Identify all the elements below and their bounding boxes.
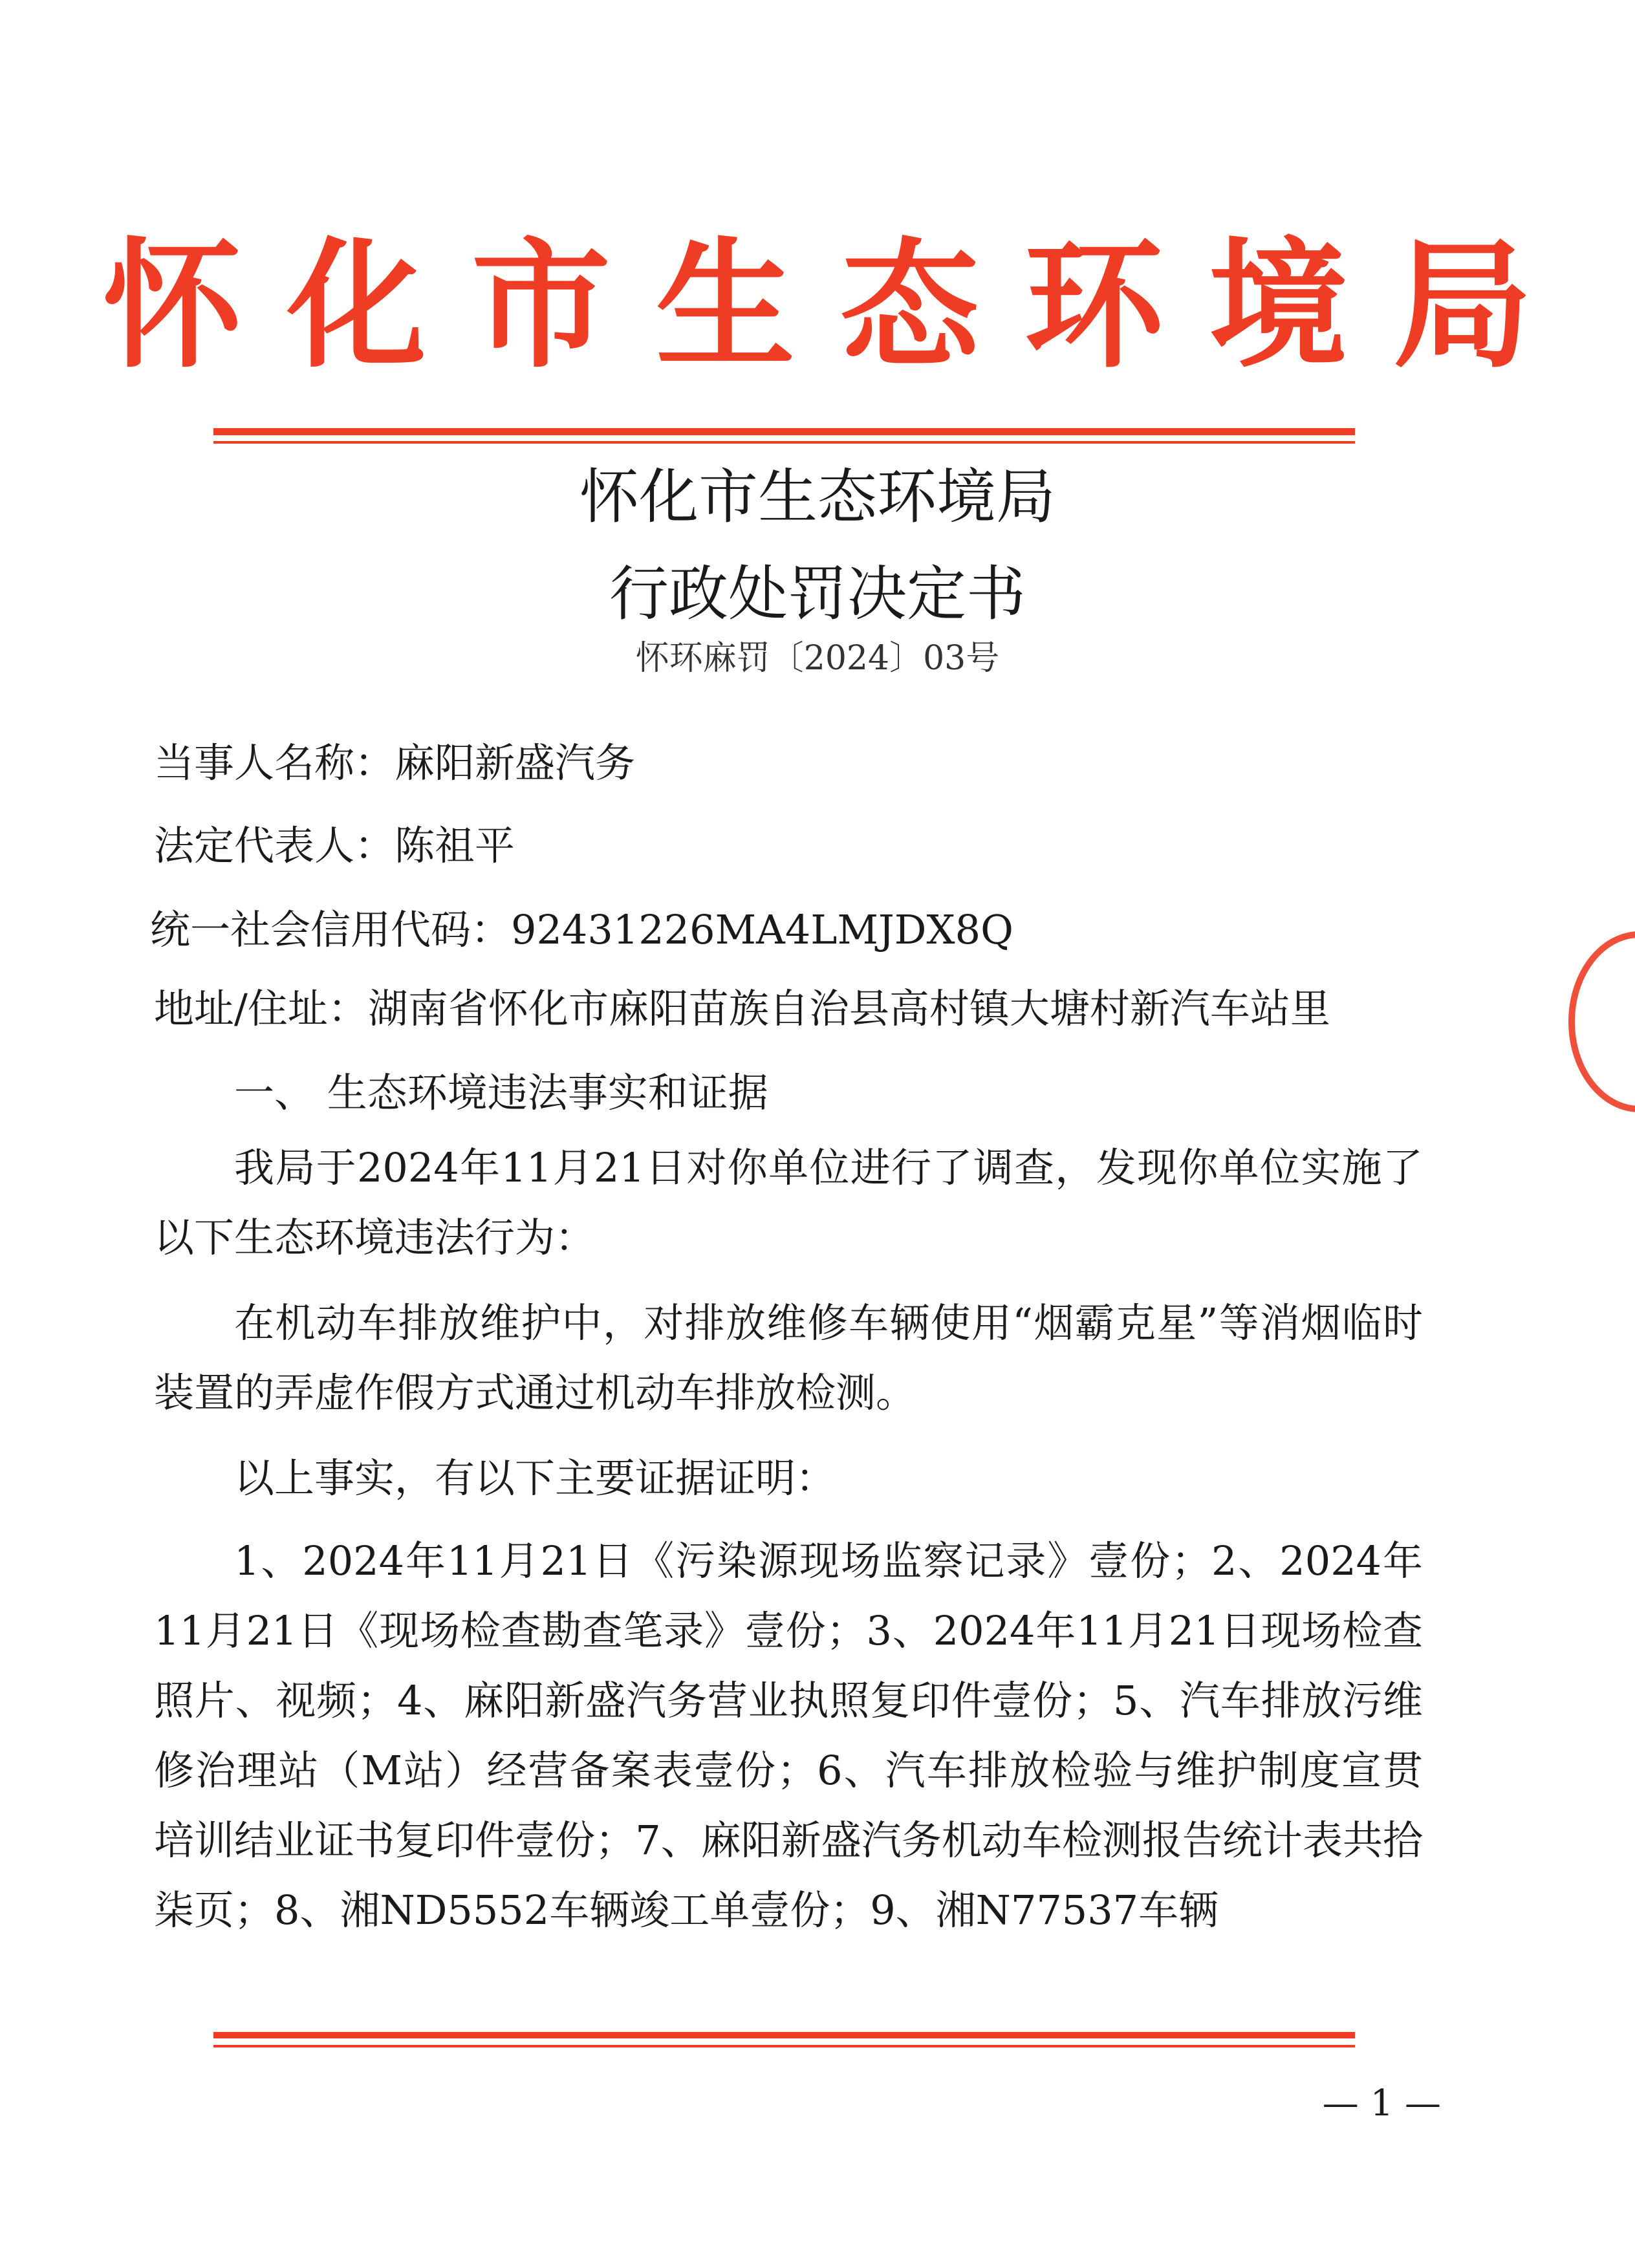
credit-code: 统一社会信用代码：92431226MA4LMJDX8Q: [150, 906, 1013, 953]
paragraph-violation: 在机动车排放维护中，对排放维修车辆使用“烟霸克星”等消烟临时装置的弄虚作假方式通过机动车排放检测。: [154, 1299, 1423, 1416]
masthead-title: 怀化市生态环境局: [103, 224, 1577, 387]
footer-rule-thick: [213, 2032, 1355, 2038]
paragraph-investigation: 我局于2024年11月21日对你单位进行了调查，发现你单位实施了以下生态环境违法行为：: [154, 1144, 1423, 1261]
section-heading: 一、 生态环境违法事实和证据: [234, 1069, 768, 1116]
footer-rule-thin: [213, 2045, 1355, 2047]
official-seal-fragment: [1568, 931, 1635, 1112]
page-number: — 1 —: [1322, 2082, 1441, 2124]
paragraph-evidence-list: 1、2024年11月21日《污染源现场监察记录》壹份；2、2024年11月21日《现场检查勘查笔录》壹份；3、2024年11月21日现场检查照片、视频；4、麻阳新盛汽务营业执照复印件壹份；5、汽车排放污维修治理站（M站）经营备案表壹份；6、汽车排放检验与维护制度宣贯培训结业证书复印件壹份；7、麻阳新盛汽务机动车检测报告统计表共拾柒页；8、湘ND5552车辆竣工单壹份；9、湘N77537车辆: [154, 1537, 1423, 1934]
masthead-rule-thick: [213, 428, 1355, 435]
legal-representative: 法定代表人：陈祖平: [154, 822, 515, 869]
address: 地址/住址：湖南省怀化市麻阳苗族自治县高村镇大塘村新汽车站里: [154, 985, 1330, 1032]
party-name: 当事人名称：麻阳新盛汽务: [154, 739, 636, 786]
paragraph-evidence-intro: 以上事实，有以下主要证据证明：: [234, 1454, 836, 1502]
document-number: 怀环麻罚〔2024〕03号: [635, 639, 1000, 678]
document-org-title: 怀化市生态环境局: [579, 462, 1056, 532]
document-type-title: 行政处罚决定书: [609, 559, 1026, 629]
masthead-rule-thin: [213, 441, 1355, 444]
